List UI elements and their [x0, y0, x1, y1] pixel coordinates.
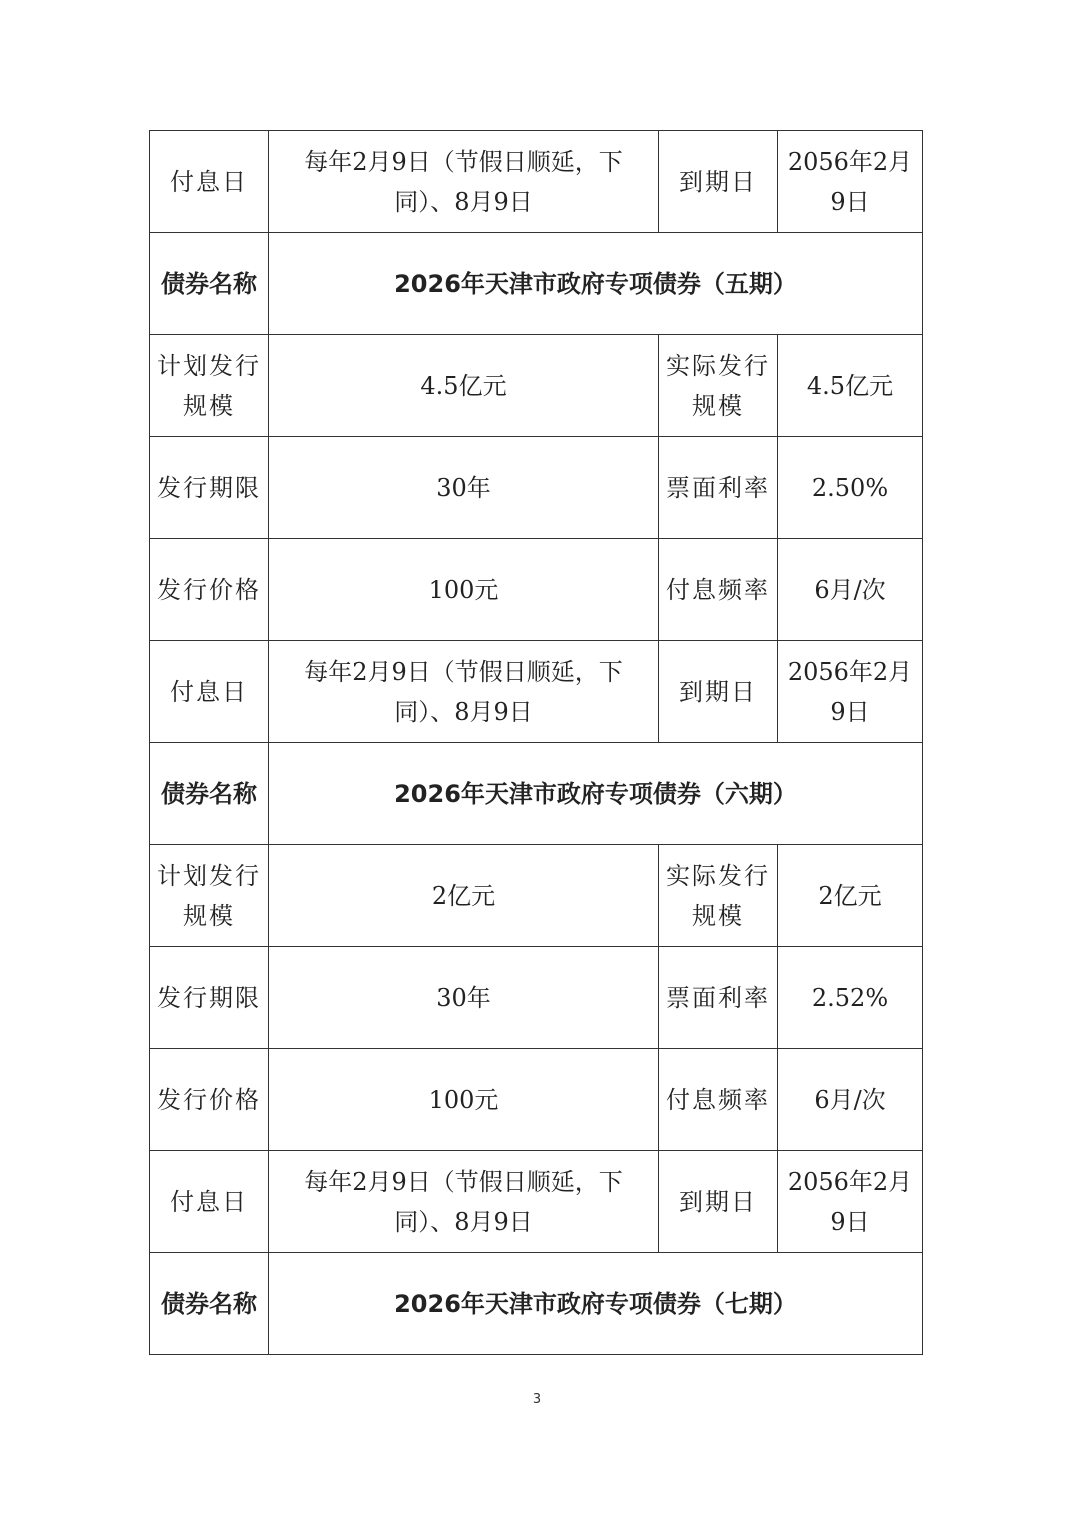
label-cell: 发行期限 — [150, 947, 269, 1049]
value-cell: 6月/次 — [778, 1049, 923, 1151]
bond-name-cell: 2026年天津市政府专项债券（五期） — [269, 233, 923, 335]
bond-name-cell: 2026年天津市政府专项债券（七期） — [269, 1253, 923, 1355]
label-cell: 发行期限 — [150, 437, 269, 539]
table-row — [150, 233, 923, 335]
value-cell: 2亿元 — [269, 845, 659, 947]
value-cell: 30年 — [269, 437, 659, 539]
value-cell: 6月/次 — [778, 539, 923, 641]
value-cell: 每年2月9日（节假日顺延，下同）、8月9日 — [269, 131, 659, 233]
table-row — [150, 131, 923, 233]
value-cell: 2056年2月9日 — [778, 1151, 923, 1253]
value-cell: 2056年2月9日 — [778, 131, 923, 233]
table-row — [150, 1049, 923, 1151]
label-cell: 实际发行规模 — [659, 335, 778, 437]
value-cell: 2056年2月9日 — [778, 641, 923, 743]
label-cell: 票面利率 — [659, 947, 778, 1049]
label-cell: 发行价格 — [150, 539, 269, 641]
table-row — [150, 437, 923, 539]
value-cell: 30年 — [269, 947, 659, 1049]
table-row — [150, 641, 923, 743]
table-row — [150, 1151, 923, 1253]
value-cell: 每年2月9日（节假日顺延，下同）、8月9日 — [269, 641, 659, 743]
value-cell: 4.5亿元 — [269, 335, 659, 437]
label-cell: 票面利率 — [659, 437, 778, 539]
label-cell: 计划发行规模 — [150, 845, 269, 947]
table-row — [150, 845, 923, 947]
label-cell: 付息频率 — [659, 539, 778, 641]
bond-info-table — [149, 130, 923, 1355]
label-cell: 债券名称 — [150, 743, 269, 845]
value-cell: 每年2月9日（节假日顺延，下同）、8月9日 — [269, 1151, 659, 1253]
table-row — [150, 335, 923, 437]
label-cell: 到期日 — [659, 641, 778, 743]
label-cell: 债券名称 — [150, 233, 269, 335]
table-row — [150, 947, 923, 1049]
value-cell: 2.50% — [778, 437, 923, 539]
value-cell: 100元 — [269, 539, 659, 641]
bond-name-cell: 2026年天津市政府专项债券（六期） — [269, 743, 923, 845]
label-cell: 发行价格 — [150, 1049, 269, 1151]
page-number: 3 — [532, 1392, 542, 1407]
label-cell: 计划发行规模 — [150, 335, 269, 437]
label-cell: 付息日 — [150, 1151, 269, 1253]
value-cell: 2.52% — [778, 947, 923, 1049]
value-cell: 2亿元 — [778, 845, 923, 947]
label-cell: 到期日 — [659, 1151, 778, 1253]
label-cell: 付息日 — [150, 131, 269, 233]
label-cell: 实际发行规模 — [659, 845, 778, 947]
label-cell: 债券名称 — [150, 1253, 269, 1355]
label-cell: 付息频率 — [659, 1049, 778, 1151]
label-cell: 付息日 — [150, 641, 269, 743]
table-row — [150, 1253, 923, 1355]
label-cell: 到期日 — [659, 131, 778, 233]
value-cell: 4.5亿元 — [778, 335, 923, 437]
table-row — [150, 539, 923, 641]
value-cell: 100元 — [269, 1049, 659, 1151]
table-row — [150, 743, 923, 845]
